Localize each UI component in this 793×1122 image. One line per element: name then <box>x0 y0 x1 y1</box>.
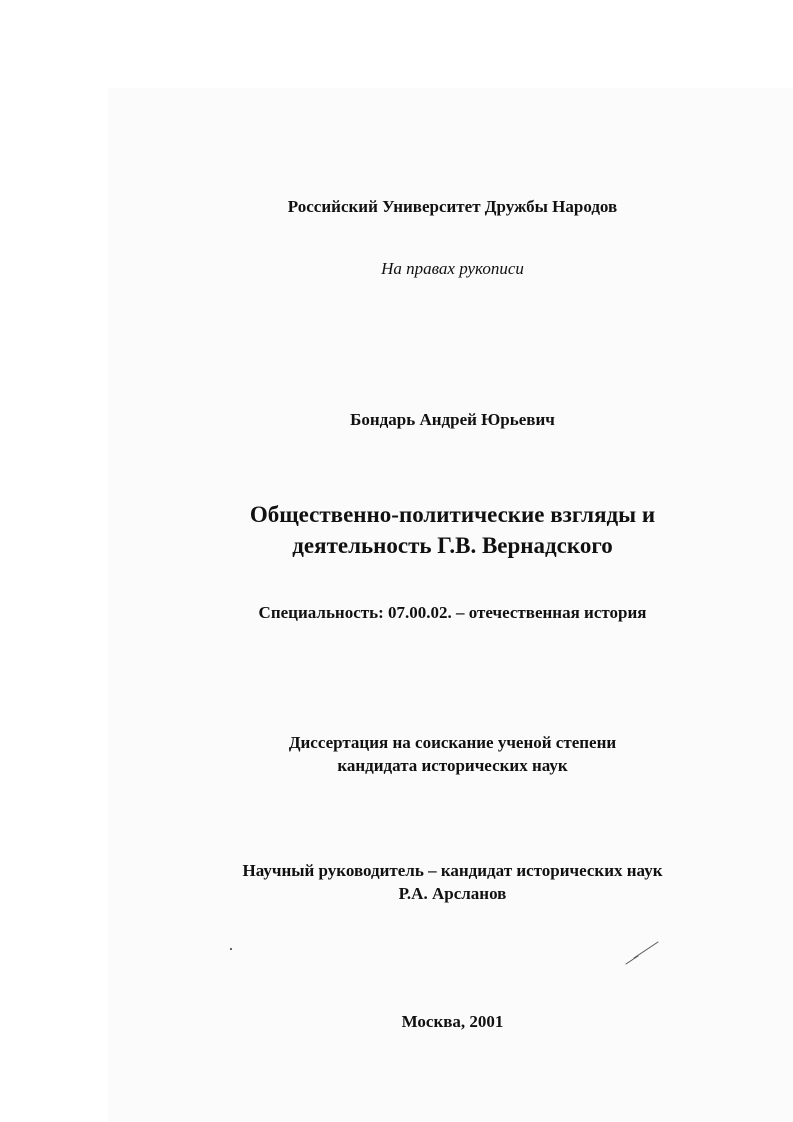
author-name: Бондарь Андрей Юрьевич <box>350 410 555 429</box>
supervisor-name: Р.А. Арсланов <box>398 884 507 903</box>
thesis-title-line-1: Общественно-политические взгляды и <box>249 502 656 527</box>
university-name: Российский Университет Дружбы Народов <box>287 197 618 216</box>
signature-mark-icon <box>624 940 660 966</box>
rights-note: На правах рукописи <box>381 259 524 278</box>
scan-dot-mark <box>230 948 232 950</box>
supervisor-line-1: Научный руководитель – кандидат исторических наук <box>242 861 663 880</box>
city-year: Москва, 2001 <box>401 1012 504 1031</box>
thesis-title-line-2: деятельность Г.В. Вернадского <box>292 533 613 558</box>
specialty: Специальность: 07.00.02. – отечественная история <box>258 603 647 622</box>
dissertation-line-1: Диссертация на соискание ученой степени <box>288 733 617 752</box>
dissertation-line-2: кандидата исторических наук <box>337 756 568 775</box>
